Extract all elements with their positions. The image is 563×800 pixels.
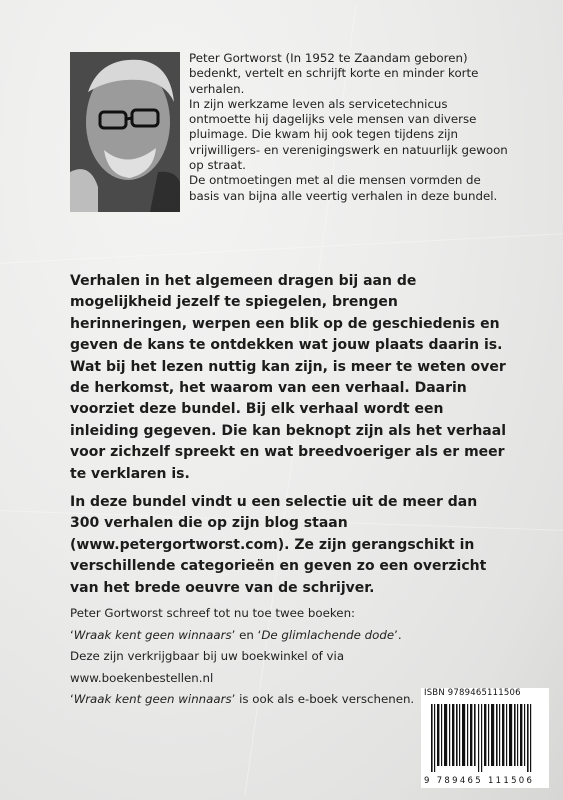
blurb-paragraph: In deze bundel vindt u een selectie uit de meer dan 300 verhalen die op zijn blog staan (www.petergortworst.com). Ze zijn gerangschikt in verschillende categorieën en geven zo een overzicht van het brede oeuvre van de schrijver. — [70, 494, 487, 596]
blurb-section-2 — [70, 492, 510, 599]
barcode-digits: 9 789465 111506 — [424, 776, 535, 786]
book-title: De glimlachende dode — [261, 627, 395, 642]
bio-paragraph: In zijn werkzame leven als servicetechnicus ontmoette hij dagelijks vele mensen van diverse pluimage. Die kwam hij ook tegen tijdens zijn vrijwilligers- en verenigingswerk en natuurlijk gewoon op straat. — [189, 96, 508, 173]
blurb-paragraph: Verhalen in het algemeen dragen bij aan de mogelijkheid jezelf te spiegelen, brengen herinneringen, werpen een blik op de geschiedenis en geven de kans te ontdekken wat jouw plaats daarin is. — [70, 273, 503, 354]
blurb-section-1 — [70, 271, 510, 485]
isbn-number: ISBN 9789465111506 — [424, 688, 521, 698]
author-photo — [70, 52, 180, 212]
barcode-bars — [421, 688, 549, 788]
book-title: Wraak kent geen winnaars — [73, 692, 232, 706]
bio-paragraph: Peter Gortworst (In 1952 te Zaandam geboren) bedenkt, vertelt en schrijft korte en minder korte verhalen. — [189, 51, 479, 96]
other-books — [70, 603, 430, 711]
isbn-barcode — [421, 688, 549, 788]
author-portrait-graphic — [70, 52, 180, 212]
bio-paragraph: De ontmoetingen met al die mensen vormden de basis van bijna alle veertig verhalen in deze bundel. — [189, 173, 498, 203]
paper-crease — [0, 233, 562, 263]
author-bio — [189, 51, 509, 204]
blurb-paragraph: Wat bij het lezen nuttig kan zijn, is meer te weten over de herkomst, het waarom van een verhaal. Daarin voorziet deze bundel. Bij elk verhaal wordt een inleiding gegeven. Die kan beknopt zijn als het verhaal voor zichzelf spreekt en wat breedvoeriger als er meer te verklaren is. — [70, 358, 506, 482]
books-titles: ‘Wraak kent geen winnaars’ en ‘De glimlachende dode’. — [70, 627, 402, 642]
books-availability: Deze zijn verkrijgbaar bij uw boekwinkel of via — [70, 649, 345, 663]
books-website: www.boekenbestellen.nl — [70, 670, 214, 685]
books-ebook: ‘Wraak kent geen winnaars’ is ook als e-boek verschenen. — [70, 692, 415, 706]
book-title: Wraak kent geen winnaars — [73, 627, 232, 642]
books-intro: Peter Gortworst schreef tot nu toe twee boeken: — [70, 606, 356, 620]
